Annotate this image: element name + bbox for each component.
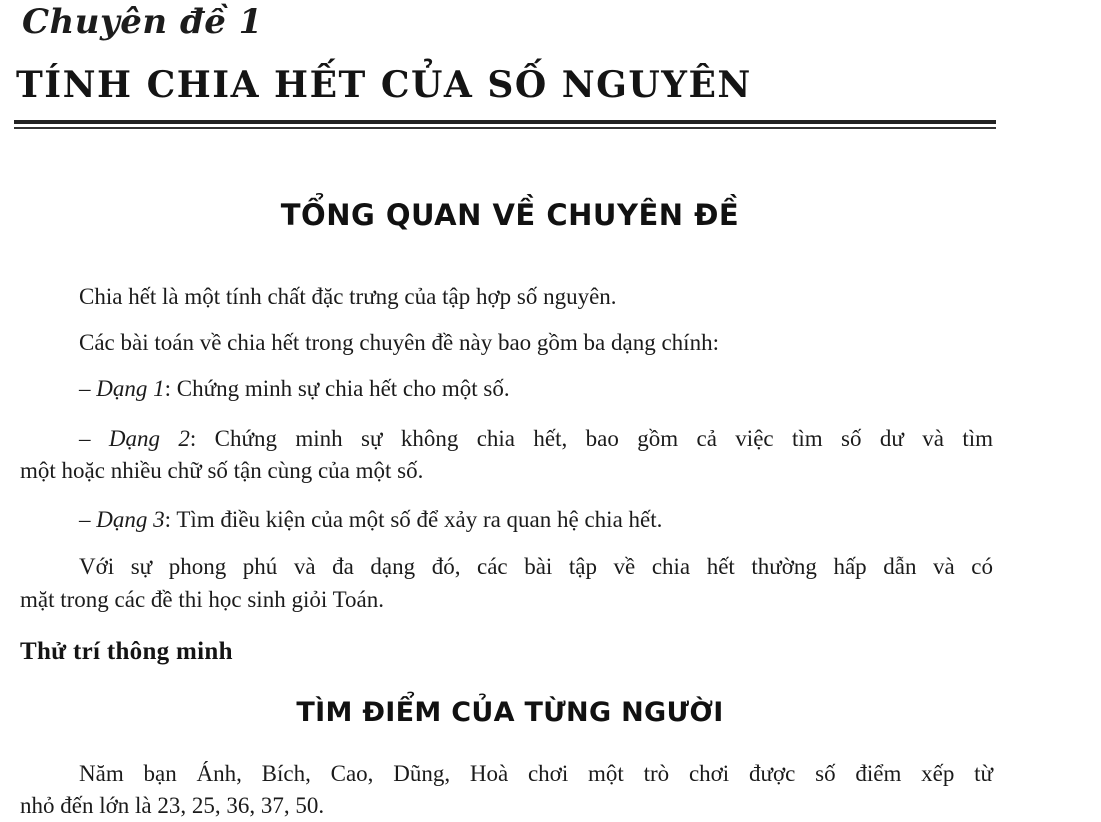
overview-paragraph-3-line-2: mặt trong các đề thi học sinh giỏi Toán. [20, 587, 384, 612]
type-2-text: : Chứng minh sự không chia hết, bao gồm cả việc tìm số dư và tìm [189, 426, 993, 451]
type-1-text: : Chứng minh sự chia hết cho một số. [164, 376, 510, 401]
type-2-item [79, 426, 993, 452]
type-3-prefix: – [79, 507, 97, 532]
type-3-item [79, 507, 662, 533]
overview-paragraph-1: Chia hết là một tính chất đặc trưng của tập hợp số nguyên. [79, 284, 617, 309]
title-underline-thin [14, 127, 996, 129]
type-1-item [79, 376, 510, 402]
overview-paragraph-2: Các bài toán về chia hết trong chuyên đề này bao gồm ba dạng chính: [79, 330, 719, 355]
type-2-continuation: một hoặc nhiều chữ số tận cùng của một số. [20, 458, 424, 483]
type-1-label: Dạng 1 [96, 376, 165, 401]
overview-paragraph-3-line-1: Với sự phong phú và đa dạng đó, các bài tập về chia hết thường hấp dẫn và có [79, 554, 993, 579]
type-2-label: Dạng 2 [108, 426, 190, 451]
type-3-text: : Tìm điều kiện của một số để xảy ra quan hệ chia hết. [164, 507, 663, 532]
puzzle-section-title: Thử trí thông minh [20, 638, 233, 665]
type-2-prefix: – [79, 426, 109, 451]
chapter-label: Chuyên đề 1 [22, 2, 263, 42]
puzzle-heading: TÌM ĐIỂM CỦA TỪNG NGƯỜI [296, 697, 724, 728]
chapter-title: TÍNH CHIA HẾT CỦA SỐ NGUYÊN [16, 64, 752, 106]
type-3-label: Dạng 3 [96, 507, 165, 532]
type-1-prefix: – [79, 376, 97, 401]
puzzle-line-2: nhỏ đến lớn là 23, 25, 36, 37, 50. [20, 793, 325, 818]
puzzle-line-1: Năm bạn Ánh, Bích, Cao, Dũng, Hoà chơi một trò chơi được số điểm xếp từ [79, 761, 993, 786]
overview-heading: TỔNG QUAN VỀ CHUYÊN ĐỀ [280, 198, 740, 232]
title-underline-thick [14, 120, 996, 124]
